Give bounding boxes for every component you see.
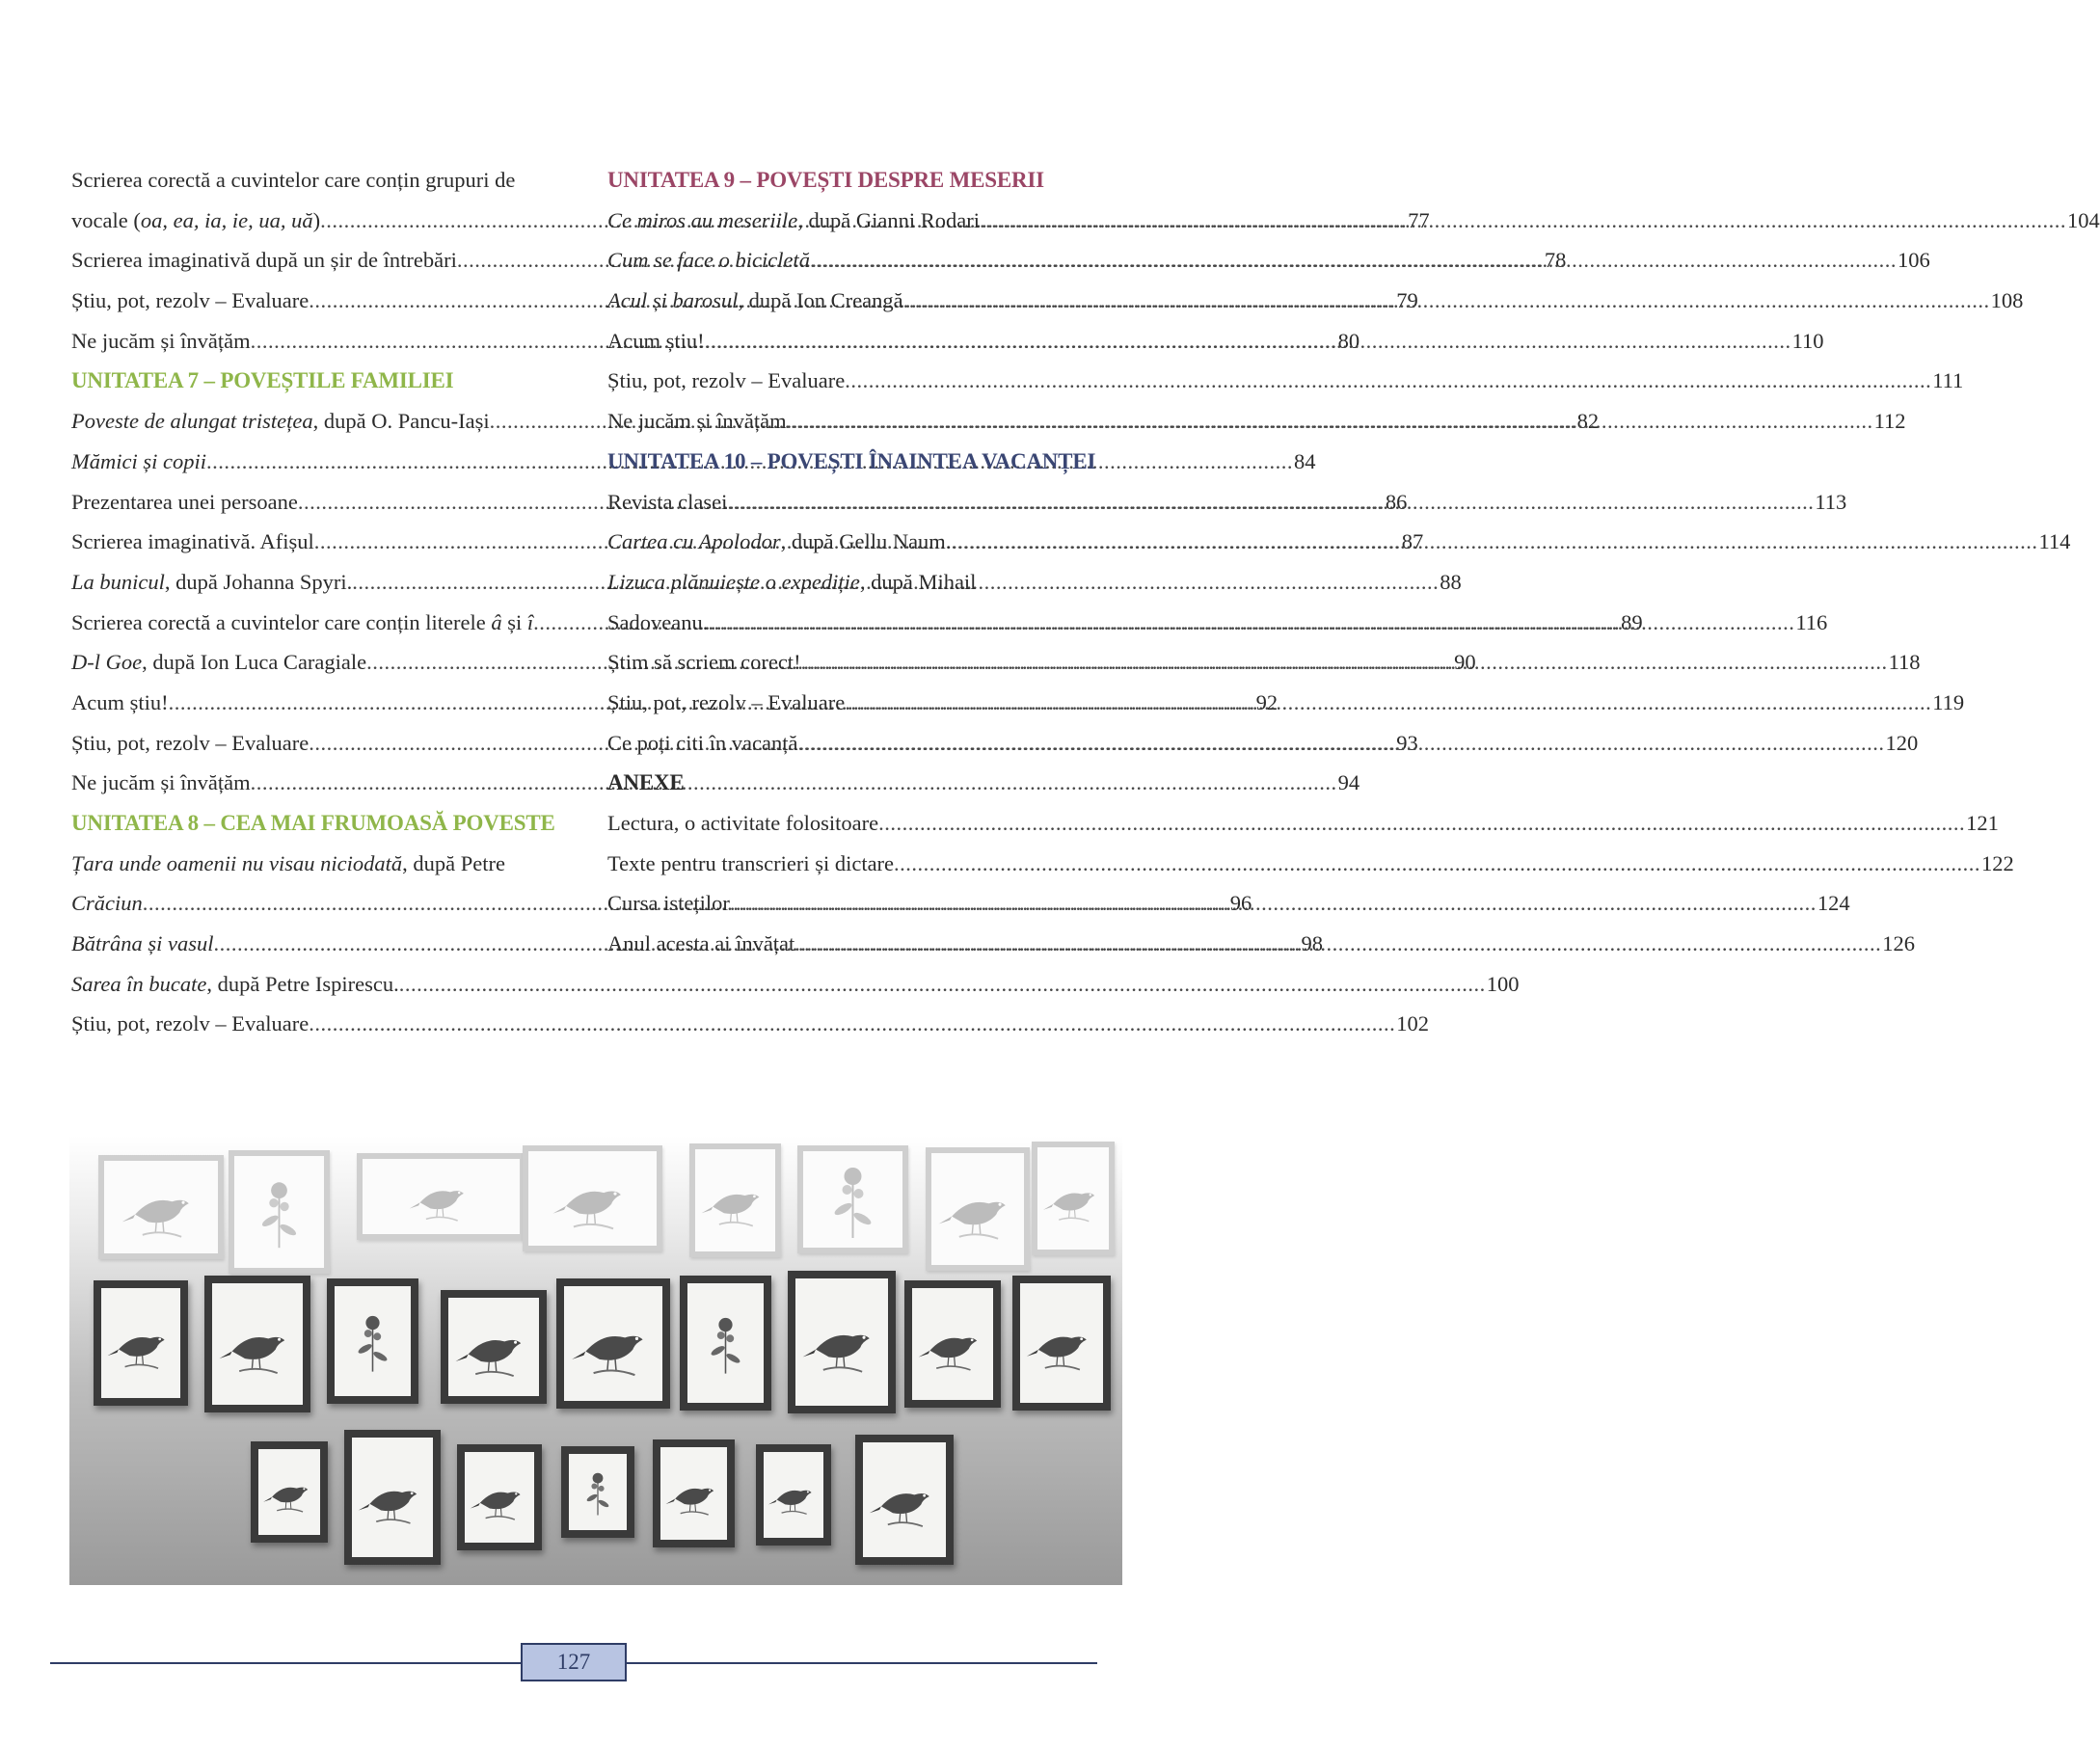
dot-leader [980,201,2066,241]
toc-entry-title [607,683,845,723]
dot-leader [787,401,1873,442]
toc-page-number: 104 [2067,207,2100,232]
toc-page-number: 126 [1882,931,1916,956]
toc-page-number: 116 [1795,609,1828,634]
entry-text: , după Petre Ispirescu. [206,971,399,996]
italic-work-title: La bunicul [71,569,165,594]
toc-entry-title [607,723,797,764]
framed-print [344,1430,441,1565]
toc-page-number: 80 [1337,328,1360,353]
toc-page-number: 86 [1385,489,1408,514]
entry-text: Scrierea imaginativă după un șir de întrebări [71,248,457,273]
framed-print [556,1278,670,1409]
italic-work-title: î [526,609,534,634]
italic-work-title: Cartea cu Apolodor [607,529,781,554]
entry-text: și [501,609,527,634]
italic-work-title: Acul și barosul [607,288,739,313]
entry-text: Ne jucăm și învățăm [71,770,251,795]
framed-print [689,1143,781,1257]
unit-heading: UNITATEA 7 – POVEȘTILE FAMILIEI [71,368,454,393]
toc-page-number: 89 [1621,609,1643,634]
toc-page-number: 111 [1932,368,1964,393]
toc-entry-title [71,522,314,562]
footer-rule-left [50,1662,521,1664]
entry-text: , după O. Pancu-Iași [312,409,490,434]
dot-leader [797,723,1884,764]
entry-text: Ne jucăm și învățăm [607,409,787,434]
toc-page-number: 108 [1990,288,2024,313]
framed-print [98,1155,224,1259]
toc-page-number: 94 [1337,770,1360,795]
entry-text: , după Gellu Naum. [780,529,952,554]
toc-entry-title [607,570,976,594]
toc-page-number: 120 [1885,730,1919,755]
toc-page-number: 93 [1396,730,1418,755]
framed-print [457,1444,542,1550]
entry-text: , după Ion Luca Caragiale [142,650,367,675]
framed-print [1012,1276,1111,1411]
entry-text: vocale ( [71,207,141,232]
entry-text: Știu, pot, rezolv – Evaluare [607,368,846,393]
toc-entry-title [71,763,251,803]
toc-entry-title [71,201,320,241]
toc-page-number: 84 [1293,448,1316,473]
toc-entry-title [71,883,143,924]
entry-text: , după Gianni Rodari [797,207,980,232]
entry-text: Cursa isteților [607,891,730,916]
entry-text: Știu, pot, rezolv – Evaluare [71,288,310,313]
entry-text: Știu, pot, rezolv – Evaluare [71,730,310,755]
dot-leader [894,844,1980,884]
toc-entry-title [71,964,399,1005]
framed-print [855,1435,954,1565]
unit-heading: ANEXE [607,770,685,795]
toc-entry-title [71,442,206,482]
toc-page-number: 121 [1966,811,1999,835]
entry-text: Scrierea imaginativă. Afișul [71,529,314,554]
toc-page-number: 119 [1932,689,1965,714]
framed-print [1032,1142,1115,1255]
framed-print [204,1276,310,1412]
toc-entry [607,361,1964,401]
entry-text: Sadoveanu. [607,609,709,634]
italic-work-title: Bătrâna și vasul [71,931,214,956]
dot-leader [801,642,1888,683]
italic-work-title: Lizuca plănuiește o expediție [607,569,860,594]
toc-page-number: 112 [1873,409,1906,434]
toc-entry-title [71,723,309,764]
toc-entry-title [71,401,490,442]
framed-print [926,1147,1030,1271]
entry-text: , după Johanna Spyri. [164,569,353,594]
dot-leader [845,361,1931,401]
toc-entry-title [71,851,505,875]
framed-print [357,1153,525,1240]
italic-work-title: â [491,609,502,634]
toc-page-number: 118 [1888,650,1921,675]
entry-text: Ce poți citi în vacanță [607,730,798,755]
toc-entry-title [607,201,980,241]
unit-heading: UNITATEA 9 – POVEȘTI DESPRE MESERII [607,168,1044,192]
toc-entry-line [71,844,585,884]
toc-page-number: 98 [1301,931,1324,956]
toc-entry [71,964,1520,1005]
framed-print [561,1446,634,1538]
entry-text: , după Mihail [859,569,977,594]
unit-heading: UNITATEA 8 – CEA MAI FRUMOASĂ POVESTE [71,811,555,835]
toc-entry-title [71,1004,309,1044]
toc-entry-title [607,642,801,683]
dot-leader [845,683,1931,723]
entry-text: Știm să scriem corect! [607,650,801,675]
dot-leader [708,603,1794,643]
entry-text: Știu, pot, rezolv – Evaluare [71,1011,310,1036]
toc-entry-title [607,401,787,442]
toc-entry-line [607,562,1121,603]
toc-page-number: 124 [1817,891,1850,916]
toc-entry-title [607,603,708,643]
framed-print [756,1444,831,1546]
framed-print [229,1150,330,1274]
toc-page-number: 79 [1396,288,1418,313]
italic-work-title: Cum se face o bicicletă [607,248,810,273]
toc-page-number: 88 [1440,569,1462,594]
toc-page-number: 78 [1544,248,1567,273]
toc-entry-title [607,482,727,523]
dot-leader [951,522,2037,562]
entry-text: , după Petre [402,850,505,875]
dot-leader [727,482,1814,523]
entry-text: Anul acesta ai învățat [607,931,795,956]
framed-print [523,1145,662,1251]
toc-page-number: 96 [1229,891,1252,916]
entry-text: , după Ion Creangă [738,288,903,313]
entry-text: Texte pentru transcrieri și dictare [607,850,895,875]
toc-page-number: 87 [1401,529,1424,554]
toc-entry-title [607,281,903,321]
entry-text: Știu, pot, rezolv – Evaluare [607,689,846,714]
italic-work-title: Mămici și copii [71,448,206,473]
toc-entry-title [607,240,810,281]
entry-text: Scrierea corectă a cuvintelor care conțin literele [71,609,492,634]
toc-entry [607,844,2014,884]
entry-text: Revista clasei [607,489,728,514]
framed-print [904,1280,1001,1408]
toc-entry-title [607,522,951,562]
dot-leader [730,883,1817,924]
entry-text: Ne jucăm și învățăm [71,328,251,353]
toc-entry-title [607,883,730,924]
framed-print [680,1276,771,1411]
framed-print [653,1439,735,1547]
toc-entry-title [71,642,366,683]
toc-page-number: 110 [1791,328,1824,353]
italic-work-title: Țara unde oamenii nu visau niciodată [71,850,403,875]
framed-print [94,1280,188,1406]
framed-print [788,1271,896,1413]
entry-text: Lectura, o activitate folositoare [607,811,879,835]
italic-work-title: Sarea în bucate [71,971,207,996]
italic-work-title: Ce miros au meseriile [607,207,798,232]
toc-entry-title [71,482,298,523]
framed-print [251,1441,328,1543]
toc-page-number: 82 [1576,409,1600,434]
toc-entry-title [607,361,845,401]
entry-text: Prezentarea unei persoane [71,489,298,514]
dot-leader [705,321,1791,362]
toc-entry-title [71,562,352,603]
toc-entry [607,803,1999,844]
toc-entry-title [71,240,457,281]
toc-entry-title [607,844,894,884]
toc-entry-title [607,803,878,844]
toc-entry-title [71,321,251,362]
footer-rule-right [627,1662,1097,1664]
toc-page-number: 102 [1396,1011,1429,1036]
toc-entry-title [71,603,533,643]
toc-entry-title [607,321,705,362]
dot-leader [399,964,1486,1005]
dot-leader [878,803,1965,844]
entry-text: Acum știu! [607,328,705,353]
dot-leader [309,1004,1395,1044]
dot-leader [903,281,1990,321]
italic-work-title: Crăciun [71,891,143,916]
bird-frames-photo [69,1136,1122,1585]
toc-entry-line: Scrierea corectă a cuvintelor care conțin grupuri de [71,168,516,192]
italic-work-title: oa, ea, ia, ie, ua, uă [140,207,313,232]
entry-text: ) [312,207,321,232]
entry-text: Acum știu! [71,689,169,714]
toc-page-number: 106 [1897,248,1930,273]
toc-page-number: 77 [1408,207,1430,232]
unit-heading: UNITATEA 10 – POVEȘTI ÎNAINTEA VACANȚEI [607,448,1096,473]
toc-page-number: 122 [1981,850,2014,875]
toc-page-number: 114 [2038,529,2071,554]
toc-entry [71,1004,1429,1044]
toc-page-number: 113 [1815,489,1847,514]
page-number: 127 [521,1643,627,1681]
dot-leader [810,240,1897,281]
italic-work-title: D-l Goe [71,650,143,675]
toc-page-number: 90 [1454,650,1476,675]
toc-entry-title [607,924,794,964]
italic-work-title: Poveste de alungat tristețea [71,409,313,434]
toc-entry-title [71,924,214,964]
dot-leader [794,924,1881,964]
toc-page-number: 92 [1255,689,1279,714]
framed-print [441,1290,547,1404]
toc-entry-title [71,683,169,723]
framed-print [327,1278,418,1404]
framed-print [797,1145,908,1253]
toc-page-number: 100 [1486,971,1520,996]
toc-entry-title [71,281,309,321]
